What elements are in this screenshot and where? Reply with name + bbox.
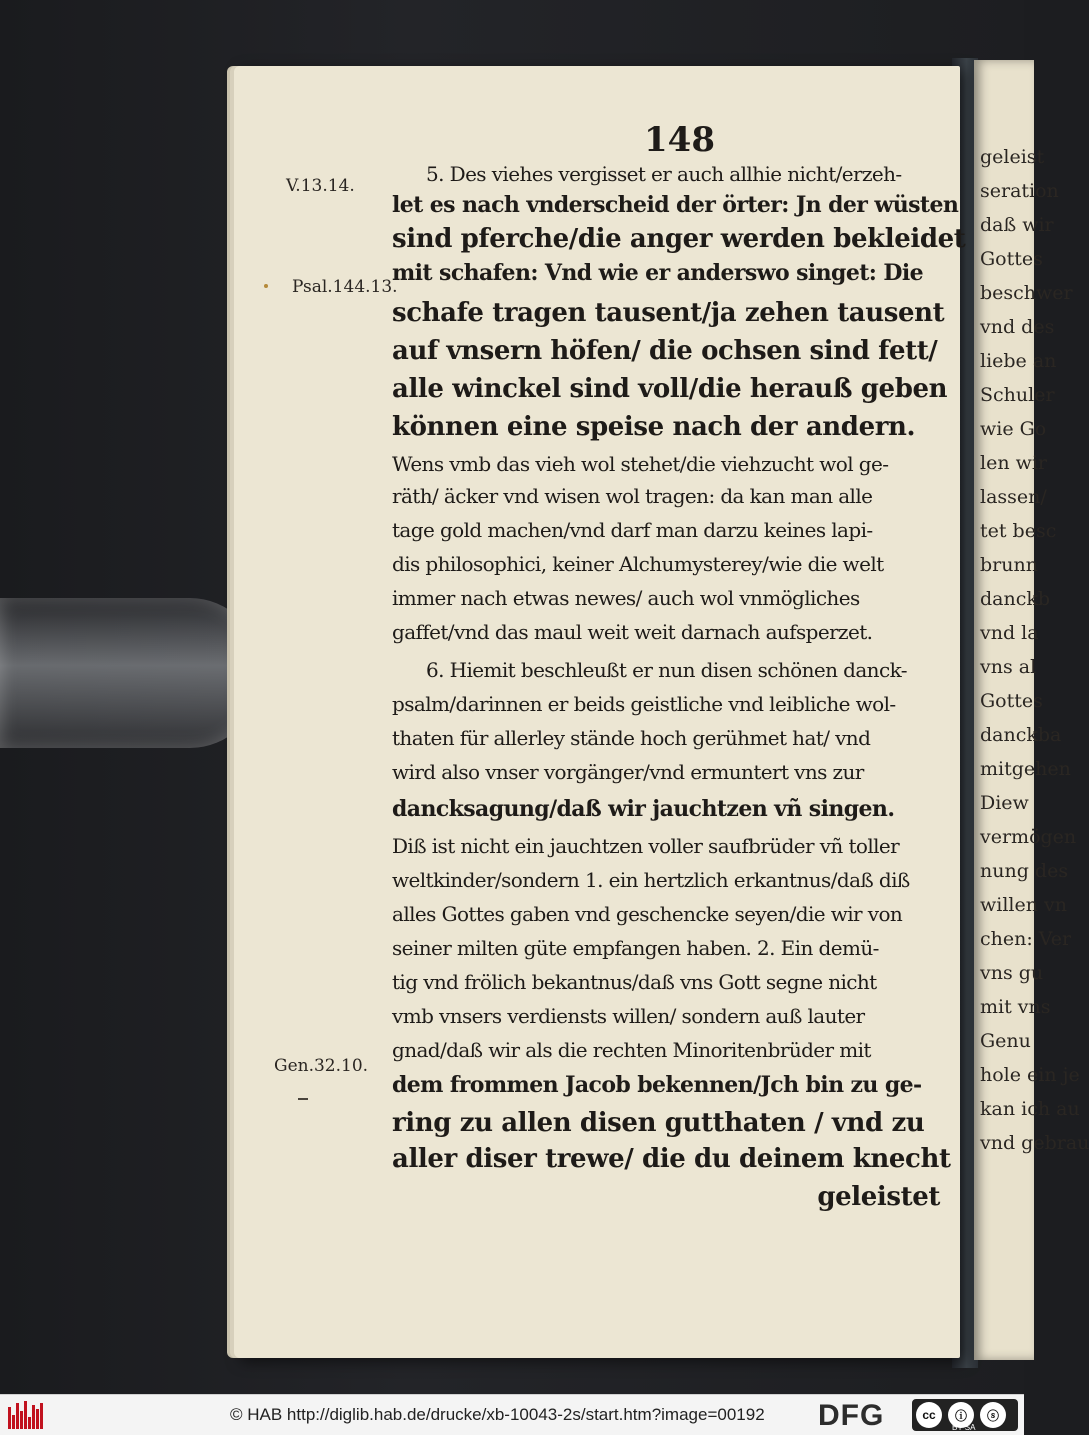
copyright-link[interactable]: © HAB http://diglib.hab.de/drucke/xb-10043-2s/start.htm?image=00192 [230,1405,765,1424]
book-strap [0,598,260,748]
text-line: psalm/darinnen er beids geistliche vnd leibliche wol- [392,692,896,716]
text-line: ring zu allen disen gutthaten / vnd zu [392,1108,925,1138]
book-page [234,66,966,1358]
text-line: tage gold machen/vnd darf man darzu keines lapi- [392,518,873,542]
text-line: räth/ äcker vnd wisen wol tragen: da kan man alle [392,484,873,508]
text-line: wird also vnser vorgänger/vnd ermuntert vns zur [392,760,864,784]
next-page-text: vnd la [980,622,1039,644]
margin-note: V.13.14. [286,176,355,196]
margin-mark [264,284,268,288]
text-line: 5. Des viehes vergisset er auch allhie nicht/erzeh- [426,162,902,186]
next-page-text: tet besc [980,520,1057,542]
next-page-text: len wir [980,452,1048,474]
viewer-footer [0,1394,1024,1435]
text-line: dis philosophici, keiner Alchumysterey/wie die welt [392,552,884,576]
next-page-text: danckb [980,588,1051,610]
next-page-text: beschwer [980,282,1073,304]
text-line: thaten für allerley stände hoch gerühmet hat/ vnd [392,726,871,750]
next-page-text: willen vn [980,894,1067,916]
page-number: 148 [644,120,715,160]
text-line: auf vnsern höfen/ die ochsen sind fett/ [392,336,938,366]
text-line: immer nach etwas newes/ auch wol vnmögliches [392,586,860,610]
hab-logo-icon [8,1401,44,1429]
text-line: Wens vmb das vieh wol stehet/die viehzucht wol ge- [392,452,889,476]
by-icon: ⓘ [948,1402,974,1428]
next-page-text: vermögen [980,826,1077,848]
next-page-text: Genu [980,1030,1031,1052]
text-line: vmb vnsers verdiensts willen/ sondern auß lauter [392,1004,865,1028]
text-line: gaffet/vnd das maul weit weit darnach aufsperzet. [392,620,873,644]
next-page-text: kan ich au [980,1098,1080,1120]
next-page-text: daß wir [980,214,1054,236]
next-page-text: liebe an [980,350,1057,372]
text-line: schafe tragen tausent/ja zehen tausent [392,298,945,328]
cc-license-badge[interactable] [912,1399,1018,1431]
next-page-text: seration [980,180,1059,202]
next-page-text: vnd gebrau [980,1132,1089,1154]
next-page-text: vns al [980,656,1037,678]
margin-mark [298,1098,308,1100]
text-line: weltkinder/sondern 1. ein hertzlich erkantnus/daß diß [392,868,910,892]
sa-icon: ⓢ [980,1402,1006,1428]
text-line: seiner milten güte empfangen haben. 2. Ein demü- [392,936,879,960]
next-page-text: chen: Ver [980,928,1072,950]
text-line: geleistet [817,1182,940,1212]
next-page-text: geleist [980,146,1045,168]
next-page-text: mit vns [980,996,1051,1018]
next-page-text: Diew [980,792,1029,814]
next-page-text: hole ein je [980,1064,1080,1086]
text-line: tig vnd frölich bekantnus/daß vns Gott segne nicht [392,970,877,994]
next-page-text: vnd des [980,316,1055,338]
dfg-logo: DFG [818,1399,885,1432]
next-page-text: mitgehen [980,758,1071,780]
text-line: können eine speise nach der andern. [392,412,916,442]
next-page-text: danckba [980,724,1062,746]
margin-note: Gen.32.10. [274,1056,369,1076]
next-page-text: lassen/ [980,486,1047,508]
text-line: mit schafen: Vnd wie er anderswo singet: Die [392,260,924,286]
text-line: sind pferche/die anger werden bekleidet [392,224,966,254]
text-line: dancksagung/daß wir jauchtzen vñ singen. [392,796,895,822]
text-line: aller diser trewe/ die du deinem knecht [392,1144,951,1174]
margin-note: Psal.144.13. [292,277,398,297]
text-line: gnad/daß wir als die rechten Minoritenbrüder mit [392,1038,871,1062]
next-page-text: Gottes [980,690,1043,712]
next-page-text: vns gu [980,962,1044,984]
text-line: 6. Hiemit beschleußt er nun disen schönen danck- [426,658,907,682]
next-page-text: Gottes [980,248,1043,270]
text-line: let es nach vnderscheid der örter: Jn der wüsten [392,192,959,218]
next-page-text: Schuler [980,384,1055,406]
cc-icon: cc [916,1402,942,1428]
next-page-text: wie Go [980,418,1047,440]
cc-sub-label: BY SA [952,1423,976,1432]
text-line: alles Gottes gaben vnd geschencke seyen/die wir von [392,902,903,926]
next-page-text: nung des [980,860,1069,882]
text-line: Diß ist nicht ein jauchtzen voller saufbrüder vñ toller [392,834,900,858]
text-line: dem frommen Jacob bekennen/Jch bin zu ge- [392,1072,922,1098]
text-line: alle winckel sind voll/die herauß geben [392,374,948,404]
next-page-edge [974,60,1089,1360]
next-page-text: brunn [980,554,1038,576]
